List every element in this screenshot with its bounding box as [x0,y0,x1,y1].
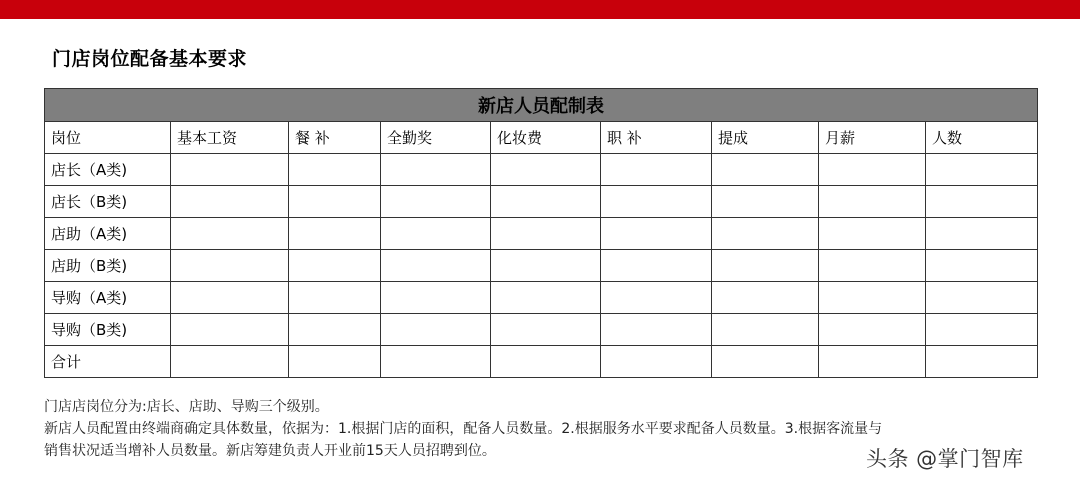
table-cell [601,186,712,218]
table-cell [601,154,712,186]
table-row [45,346,1038,378]
table-cell [381,186,491,218]
table-cell [289,218,381,250]
column-header-commission: 提成 [712,122,819,154]
table-cell [381,282,491,314]
table-cell [819,250,926,282]
table-cell [601,346,712,378]
table-cell [601,314,712,346]
table-cell [381,250,491,282]
table-cell [712,218,819,250]
row-label: 导购（A类) [45,282,171,314]
table-cell [491,186,601,218]
table-cell [712,186,819,218]
row-label: 店助（A类) [45,218,171,250]
column-header-meal-allowance: 餐 补 [289,122,381,154]
top-red-bar [0,0,1080,19]
table-cell [712,314,819,346]
table-cell [171,154,289,186]
table-cell [601,282,712,314]
table-cell [381,346,491,378]
column-header-monthly-salary: 月薪 [819,122,926,154]
table-cell [926,154,1038,186]
table-cell [491,250,601,282]
table-cell [819,314,926,346]
table-cell [926,250,1038,282]
table-cell [381,154,491,186]
table-cell [926,186,1038,218]
table-row [45,250,1038,282]
row-label: 店长（B类) [45,186,171,218]
table-cell [171,314,289,346]
table-cell [601,218,712,250]
table-row [45,154,1038,186]
table-cell [712,346,819,378]
table-cell [171,186,289,218]
staff-allocation-table [44,88,1038,378]
table-cell [926,218,1038,250]
table-cell [289,314,381,346]
page-title: 门店岗位配备基本要求 [52,48,248,70]
table-cell [712,250,819,282]
row-label: 导购（B类) [45,314,171,346]
table-cell [819,186,926,218]
table-row [45,282,1038,314]
table-cell [289,346,381,378]
notes [44,396,882,462]
table-cell [491,282,601,314]
table-cell [381,218,491,250]
table-cell [819,282,926,314]
table-cell [819,154,926,186]
table-cell [601,250,712,282]
note-line: 新店人员配置由终端商确定具体数量，依据为：1.根据门店的面积，配备人员数量。2.根据服务水平要求配备人员数量。3.根据客流量与 [44,421,883,437]
table-cell [491,154,601,186]
table-cell [171,346,289,378]
table-cell [381,314,491,346]
column-header-headcount: 人数 [926,122,1038,154]
table-cell [289,250,381,282]
row-label: 合计 [45,346,171,378]
row-label: 店助（B类) [45,250,171,282]
column-header-makeup-fee: 化妆费 [491,122,601,154]
table-cell [819,218,926,250]
table-cell [289,282,381,314]
table-row [45,314,1038,346]
note-line: 门店店岗位分为:店长、店助、导购三个级别。 [44,399,329,415]
table-cell [819,346,926,378]
table-cell [712,154,819,186]
watermark: 头条 @掌门智库 [866,447,1024,471]
column-header-position-allowance: 职 补 [601,122,712,154]
column-header-base-salary: 基本工资 [171,122,289,154]
table-title: 新店人员配制表 [45,89,1038,122]
table-cell [491,314,601,346]
column-header-attendance-bonus: 全勤奖 [381,122,491,154]
table-cell [491,218,601,250]
table-cell [171,218,289,250]
table-row [45,186,1038,218]
table-cell [926,314,1038,346]
table-cell [491,346,601,378]
column-header-position: 岗位 [45,122,171,154]
table-cell [926,282,1038,314]
table-cell [712,282,819,314]
table-row [45,218,1038,250]
note-line: 销售状况适当增补人员数量。新店筹建负责人开业前15天人员招聘到位。 [44,443,496,459]
table-cell [171,250,289,282]
table-cell [171,282,289,314]
table-header-row [45,122,1038,154]
table-cell [289,154,381,186]
row-label: 店长（A类) [45,154,171,186]
table-cell [926,346,1038,378]
table-cell [289,186,381,218]
